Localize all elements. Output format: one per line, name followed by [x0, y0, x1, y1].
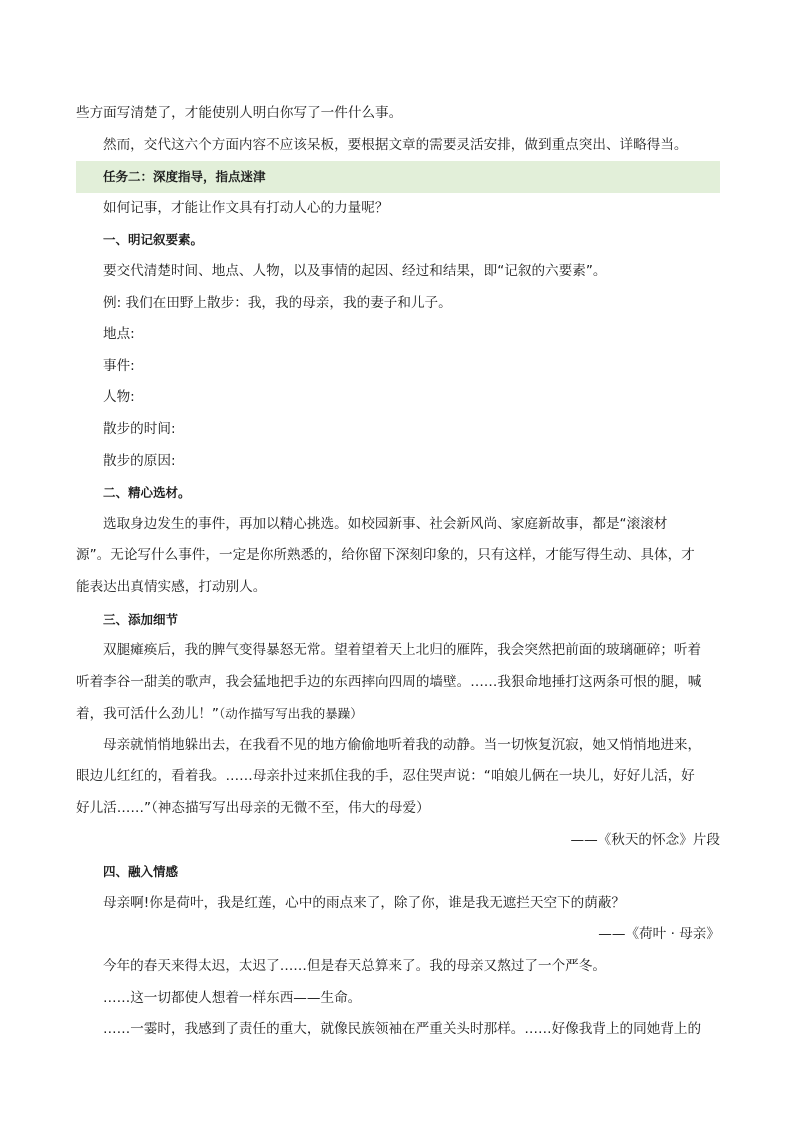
- text-line: 源”。无论写什么事件，一定是你所熟悉的，给你留下深刻印象的，只有这样，才能写得生动、具体，才: [76, 547, 695, 564]
- blank-field-label: 散步的时间:: [103, 420, 176, 437]
- example-line: 例: 我们在田野上散步：我，我的母亲，我的妻子和儿子。: [103, 294, 452, 311]
- text-line-with-note: [76, 698, 720, 730]
- text-line: 眼边儿红红的，看着我。……母亲扑过来抓住我的手，忍住哭声说：“咱娘儿俩在一块儿，好好儿活，好: [76, 768, 695, 785]
- source-citation: ——《秋天的怀念》片段: [570, 831, 720, 848]
- text-line: 选取身边发生的事件，再加以精心挑选。如校园新事、社会新风尚、家庭新故事，都是“滚滚材: [103, 515, 668, 532]
- section-heading: 一、明记叙要素。: [103, 232, 204, 248]
- blank-field-label: 地点:: [103, 326, 135, 343]
- text-line: 母亲就悄悄地躲出去，在我看不见的地方偷偷地听着我的动静。当一切恢复沉寂，她又悄悄地进来，: [103, 736, 702, 753]
- text-line: 要交代清楚时间、地点、人物，以及事情的起因、经过和结果，即“记叙的六要素”。: [103, 262, 607, 279]
- text-line: 听着李谷一甜美的歌声，我会猛地把手边的东西摔向四周的墙壁。……我狠命地捶打这两条可恨的腿，喊: [76, 673, 702, 690]
- text-line: 然而，交代这六个方面内容不应该呆板，要根据文章的需要灵活安排，做到重点突出、详略得当。: [103, 136, 688, 153]
- text-line: 如何记事，才能让作文具有打动人心的力量呢？: [103, 199, 389, 216]
- text-line: 些方面写清楚了，才能使别人明白你写了一件什么事。: [76, 105, 403, 121]
- section-heading: 四、融入情感: [103, 864, 179, 880]
- blank-field-label: 人物:: [103, 389, 135, 406]
- text-line: 今年的春天来得太迟，太迟了……但是春天总算来了。我的母亲又熬过了一个严冬。: [103, 958, 606, 975]
- text-line: 好儿活……”（神态描写写出母亲的无微不至，伟大的母爱）: [76, 800, 430, 817]
- document-body: [76, 98, 720, 1046]
- text-line: ……一霎时，我感到了责任的重大，就像民族领袖在严重关头时那样。……好像我背上的同她背上的: [103, 1021, 702, 1038]
- section-heading: 三、添加细节: [103, 611, 179, 627]
- text-line: 能表达出真情实感，打动别人。: [76, 578, 267, 595]
- source-citation: ——《荷叶 · 母亲》: [598, 926, 720, 943]
- text-line: ……这一切都使人想着一样东西——生命。: [103, 989, 362, 1006]
- section-heading: 二、精心选材。: [103, 485, 191, 501]
- blank-field-label: 散步的原因:: [103, 452, 176, 469]
- blank-field-label: 事件:: [103, 357, 135, 374]
- text-line-main: 着，我可活什么劲儿！”: [76, 706, 219, 723]
- task-heading-band: 任务二：深度指导，指点迷津: [76, 161, 720, 193]
- annotation-note: （动作描写写出我的暴躁）: [218, 706, 363, 722]
- text-line: 双腿瘫痪后，我的脾气变得暴怒无常。望着望着天上北归的雁阵，我会突然把前面的玻璃砸碎；听着: [103, 642, 702, 659]
- text-line: 母亲啊!你是荷叶，我是红莲，心中的雨点来了，除了你，谁是我无遮拦天空下的荫蔽？: [103, 894, 626, 911]
